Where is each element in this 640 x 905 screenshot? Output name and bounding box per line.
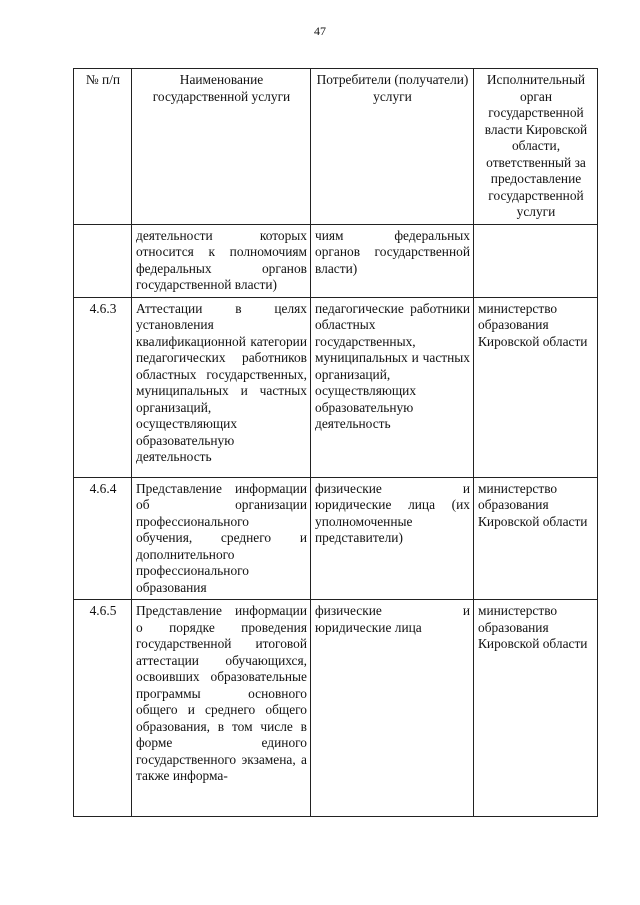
- row-service-name: деятельности которых относится к полномочиям федеральных органов государственной власти): [132, 224, 311, 297]
- row-service-name: Представление информации о порядке проведения государственной итоговой аттестации обучающихся, освоивших образовательные программы основного общего и среднего общего образования, в том числе в форме единого государственного экзамена, а также информа-: [132, 600, 311, 817]
- row-consumers: физические и юридические лица (их уполномоченные представители): [311, 477, 474, 600]
- services-table: [73, 68, 598, 817]
- row-num: 4.6.5: [74, 600, 132, 817]
- row-service-name: Представление информации об организации профессионального обучения, среднего и дополнительного профессионального образования: [132, 477, 311, 600]
- table-row: [74, 477, 598, 600]
- row-authority: министерство образования Кировской области: [474, 477, 598, 600]
- row-consumers: физические и юридические лица: [311, 600, 474, 817]
- header-num: № п/п: [74, 69, 132, 225]
- row-consumers: чиям федеральных органов государственной власти): [311, 224, 474, 297]
- table-row: [74, 224, 598, 297]
- row-authority: министерство образования Кировской области: [474, 600, 598, 817]
- row-num: 4.6.4: [74, 477, 132, 600]
- table-header: [74, 69, 598, 225]
- table-row: [74, 600, 598, 817]
- row-num: [74, 224, 132, 297]
- header-service-name: Наименование государственной услуги: [132, 69, 311, 225]
- page-number: 47: [314, 24, 326, 38]
- header-row: [74, 69, 598, 225]
- row-service-name: Аттестации в целях установления квалификационной категории педагогических работников областных государственных, муниципальных и частных организаций, осуществляющих образовательную деятельность: [132, 297, 311, 477]
- row-num: 4.6.3: [74, 297, 132, 477]
- table-body: [74, 224, 598, 817]
- header-consumers: Потребители (получатели) услуги: [311, 69, 474, 225]
- row-consumers: педагогические работники областных государственных, муниципальных и частных организаций, осуществляющих образовательную деятельность: [311, 297, 474, 477]
- row-authority: [474, 224, 598, 297]
- table-row: [74, 297, 598, 477]
- header-authority: Исполнительный орган государственной власти Кировской области, ответственный за предоставление государственной услуги: [474, 69, 598, 225]
- row-authority: министерство образования Кировской области: [474, 297, 598, 477]
